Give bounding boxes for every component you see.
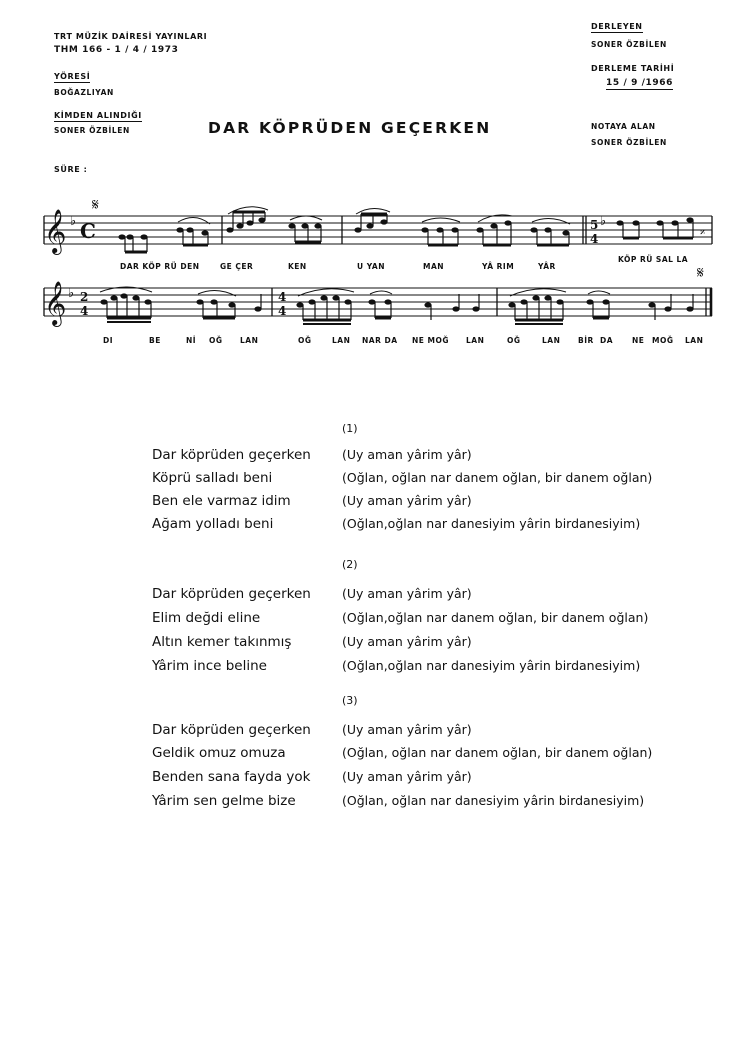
syllable: BİR — [578, 336, 594, 345]
syllable: DI — [103, 336, 114, 345]
verse-number: (3) — [342, 694, 358, 707]
svg-text:2: 2 — [80, 290, 89, 304]
source-value: SONER ÖZBİLEN — [54, 126, 130, 135]
syllable: DA — [600, 336, 614, 345]
notation-label: NOTAYA ALAN — [591, 122, 656, 131]
syllable: LAN — [332, 336, 351, 345]
refrain-line: (Oğlan, oğlan nar danem oğlan, bir danem oğlan) — [342, 745, 653, 760]
refrain-line: (Uy aman yârim yâr) — [342, 722, 472, 737]
syllable: NE MOĞ — [412, 336, 450, 345]
region-label: YÖRESİ — [54, 72, 91, 81]
lyric-line: Köprü salladı beni — [152, 470, 273, 486]
lyric-line: Dar köprüden geçerken — [152, 447, 311, 463]
refrain-line: (Uy aman yârim yâr) — [342, 447, 472, 462]
compiler-label: DERLEYEN — [591, 22, 643, 31]
refrain-line: (Oğlan, oğlan nar danem oğlan, bir danem oğlan) — [342, 470, 653, 485]
svg-text:4: 4 — [278, 290, 287, 304]
syllable: DAR KÖP RÜ DEN — [120, 262, 200, 271]
collection-date-label: DERLEME TARİHİ — [591, 64, 675, 73]
svg-text:C: C — [80, 219, 96, 243]
refrain-line: (Oğlan, oğlan nar danesiyim yârin birdanesiyim) — [342, 793, 645, 808]
syllable: BE — [149, 336, 161, 345]
region-value: BOĞAZLIYAN — [54, 88, 114, 97]
syllable: MOĞ — [652, 336, 674, 345]
lyric-line: Elim değdi eline — [152, 610, 261, 626]
lyric-line: Geldik omuz omuza — [152, 745, 286, 761]
syllable: LAN — [685, 336, 704, 345]
verse-number: (2) — [342, 558, 358, 571]
syllable: Nİ — [186, 336, 197, 345]
catalog-number: THM 166 - 1 / 4 / 1973 — [54, 45, 179, 55]
svg-text:♭: ♭ — [68, 286, 75, 301]
svg-text:4: 4 — [278, 304, 287, 318]
song-title: DAR KÖPRÜDEN GEÇERKEN — [208, 119, 492, 137]
refrain-line: (Uy aman yârim yâr) — [342, 769, 472, 784]
compiler-value: SONER ÖZBİLEN — [591, 40, 667, 49]
syllable: KÖP RÜ SAL LA — [618, 255, 689, 264]
svg-text:𝄎: 𝄎 — [700, 226, 706, 239]
lyric-line: Altın kemer takınmış — [152, 634, 292, 650]
lyric-line: Yârim ince beline — [152, 658, 267, 674]
syllable: OĞ — [209, 336, 223, 345]
svg-text:𝄞: 𝄞 — [44, 281, 67, 325]
verse-number: (1) — [342, 422, 358, 435]
refrain-line: (Oğlan,oğlan nar danem oğlan, bir danem oğlan) — [342, 610, 649, 625]
syllable: YÂR — [538, 262, 556, 271]
syllable: GE ÇER — [220, 262, 254, 271]
refrain-line: (Oğlan,oğlan nar danesiyim yârin birdanesiyim) — [342, 658, 641, 673]
svg-text:𝄞: 𝄞 — [44, 209, 67, 253]
refrain-line: (Oğlan,oğlan nar danesiyim yârin birdanesiyim) — [342, 516, 641, 531]
syllable: MAN — [423, 262, 445, 271]
syllable: KEN — [288, 262, 307, 271]
notation-value: SONER ÖZBİLEN — [591, 138, 667, 147]
lyric-line: Dar köprüden geçerken — [152, 722, 311, 738]
syllable: NAR DA — [362, 336, 398, 345]
refrain-line: (Uy aman yârim yâr) — [342, 586, 472, 601]
lyric-line: Ben ele varmaz idim — [152, 493, 291, 509]
lyric-line: Ağam yolladı beni — [152, 516, 274, 532]
svg-text:4: 4 — [80, 304, 89, 318]
svg-text:♭: ♭ — [70, 214, 77, 229]
music-score — [0, 0, 750, 360]
svg-text:𝄋: 𝄋 — [697, 263, 704, 282]
syllable: OĞ — [298, 336, 312, 345]
syllable: YÂ RIM — [482, 262, 515, 271]
source-label: KİMDEN ALINDIĞI — [54, 111, 142, 120]
publisher: TRT MÜZİK DAİRESİ YAYINLARI — [54, 32, 208, 41]
syllable: OĞ — [507, 336, 521, 345]
refrain-line: (Uy aman yârim yâr) — [342, 634, 472, 649]
svg-text:𝄋: 𝄋 — [92, 195, 99, 214]
syllable: NE — [632, 336, 645, 345]
syllable: LAN — [542, 336, 561, 345]
lyric-line: Yârim sen gelme bize — [152, 793, 296, 809]
collection-date-value: 15 / 9 /1966 — [606, 78, 674, 88]
syllable: LAN — [240, 336, 259, 345]
lyric-line: Benden sana fayda yok — [152, 769, 311, 785]
svg-text:5: 5 — [590, 218, 599, 232]
refrain-line: (Uy aman yârim yâr) — [342, 493, 472, 508]
svg-text:4: 4 — [590, 232, 599, 246]
syllable: U YAN — [357, 262, 385, 271]
duration-label: SÜRE : — [54, 165, 88, 174]
lyric-line: Dar köprüden geçerken — [152, 586, 311, 602]
syllable: LAN — [466, 336, 485, 345]
svg-text:♭: ♭ — [600, 214, 607, 229]
